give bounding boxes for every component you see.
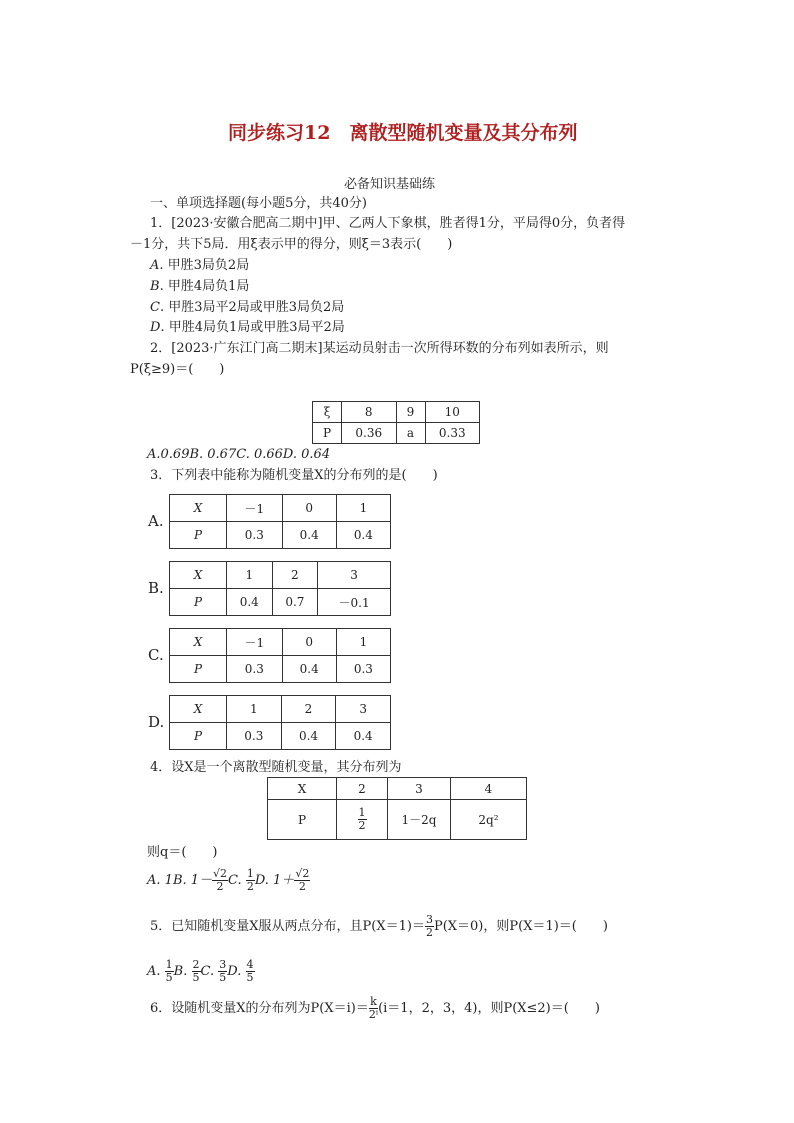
q3-label-c: C. [148,646,164,664]
q1-option-d: D. 甲胜4局负1局或甲胜3局平2局 [150,320,345,335]
q4-ask: 则q＝( ) [147,845,218,860]
q2-line1: 2．[2023·广东江门高二期末]某运动员射击一次所得环数的分布列如表所示，则 [150,341,609,356]
q3-line: 3．下列表中能称为随机变量X的分布列的是( ) [150,468,438,483]
table-cell: 0.4 [282,522,336,549]
table-cell: 0.7 [272,589,318,616]
fraction: $\frac{1}{2}$ [358,806,366,832]
q5-line: 5．已知随机变量X服从两点分布，且P(X＝1)＝ $\frac{3}{2}$ P(X＝0)，则P(X＝1)＝( ) [150,913,608,939]
table-cell: P [313,423,342,444]
q1-line1: 1．[2023·安徽合肥高二期中]甲、乙两人下象棋，胜者得1分，平局得0分，负者得 [150,216,626,231]
table-cell: －1 [227,629,283,656]
table-cell: P [193,729,203,743]
table-cell: X [193,635,203,649]
table-cell: a [396,423,425,444]
q1-line2: －1分，共下5局．用ξ表示甲的得分，则ξ＝3表示( ) [130,237,453,252]
table-cell: 9 [396,402,425,423]
table-cell: 0.4 [281,723,336,750]
table-cell: 3 [388,778,451,800]
table-cell: 0.4 [282,656,336,683]
table-cell: 2q² [451,800,527,840]
table-cell [337,800,388,840]
table-cell: 0.33 [425,423,480,444]
table-cell: 10 [425,402,480,423]
table-cell: 0.3 [227,723,282,750]
table-cell: －0.1 [318,589,391,616]
table-cell: 1 [227,696,282,723]
q4-line: 4．设X是一个离散型随机变量，其分布列为 [150,760,402,775]
table-cell: 1－2q [388,800,451,840]
q3-table-c [169,628,391,683]
q6-line: 6．设随机变量X的分布列为P(X＝i)＝ $\frac{k}{\text{2ⁱ}}$ (i＝1，2，3，4)，则P(X≤2)＝( ) [150,995,600,1021]
q3-label-a: A. [148,512,164,530]
table-cell: 2 [337,778,388,800]
table-cell: X [193,568,203,582]
q5-options: A. $\frac{1}{5}$ B. $\frac{2}{5}$ C. $\frac{3}{5}$ D. $\frac{4}{5}$ [147,958,254,984]
table-cell: 0.3 [227,522,283,549]
table-cell: 1 [227,562,273,589]
table-cell: 0.4 [227,589,273,616]
table-cell: X [268,778,337,800]
table-cell: 1 [336,629,390,656]
section-heading: 一、单项选择题(每小题5分，共40分) [150,196,367,211]
q3-label-d: D. [148,713,165,731]
table-cell: 1 [336,495,390,522]
table-cell: 3 [336,696,391,723]
q3-label-b: B. [148,579,164,597]
table-cell: －1 [227,495,283,522]
q4-options: A. 1B. 1－ $\frac{√2}{2}$ C. $\frac{1}{2}$ D. 1＋ $\frac{√2}{2}$ [147,867,310,893]
table-cell: 3 [318,562,391,589]
q3-table-d [169,695,391,750]
q3-table-a [169,494,391,549]
q2-line2: P(ξ≥9)＝( ) [130,362,225,377]
table-cell: 8 [342,402,397,423]
table-cell: ξ [313,402,342,423]
q4-distribution-table [267,777,527,840]
table-cell: 0 [282,629,336,656]
table-cell: 0.3 [336,656,390,683]
table-cell: 0 [282,495,336,522]
table-cell: 0.36 [342,423,397,444]
section-subtitle: 必备知识基础练 [344,177,436,192]
table-cell: P [193,528,203,542]
q1-option-a: A. 甲胜3局负2局 [150,258,250,273]
table-cell: X [193,702,203,716]
q3-table-b [169,561,391,616]
q1-option-c: C. 甲胜3局平2局或甲胜3局负2局 [150,300,345,315]
table-cell: P [268,800,337,840]
table-cell: 0.4 [336,723,391,750]
table-cell: 0.3 [227,656,283,683]
table-cell: 2 [281,696,336,723]
q2-options: A.0.69B. 0.67C. 0.66D. 0.64 [147,447,331,462]
table-cell: 2 [272,562,318,589]
table-cell: 0.4 [336,522,390,549]
q2-distribution-table [312,401,480,444]
q1-option-b: B. 甲胜4局负1局 [150,279,250,294]
table-cell: X [193,501,203,515]
page-title: 同步练习12 离散型随机变量及其分布列 [228,122,578,144]
table-cell: 4 [451,778,527,800]
table-cell: P [193,662,203,676]
table-cell: P [193,595,203,609]
